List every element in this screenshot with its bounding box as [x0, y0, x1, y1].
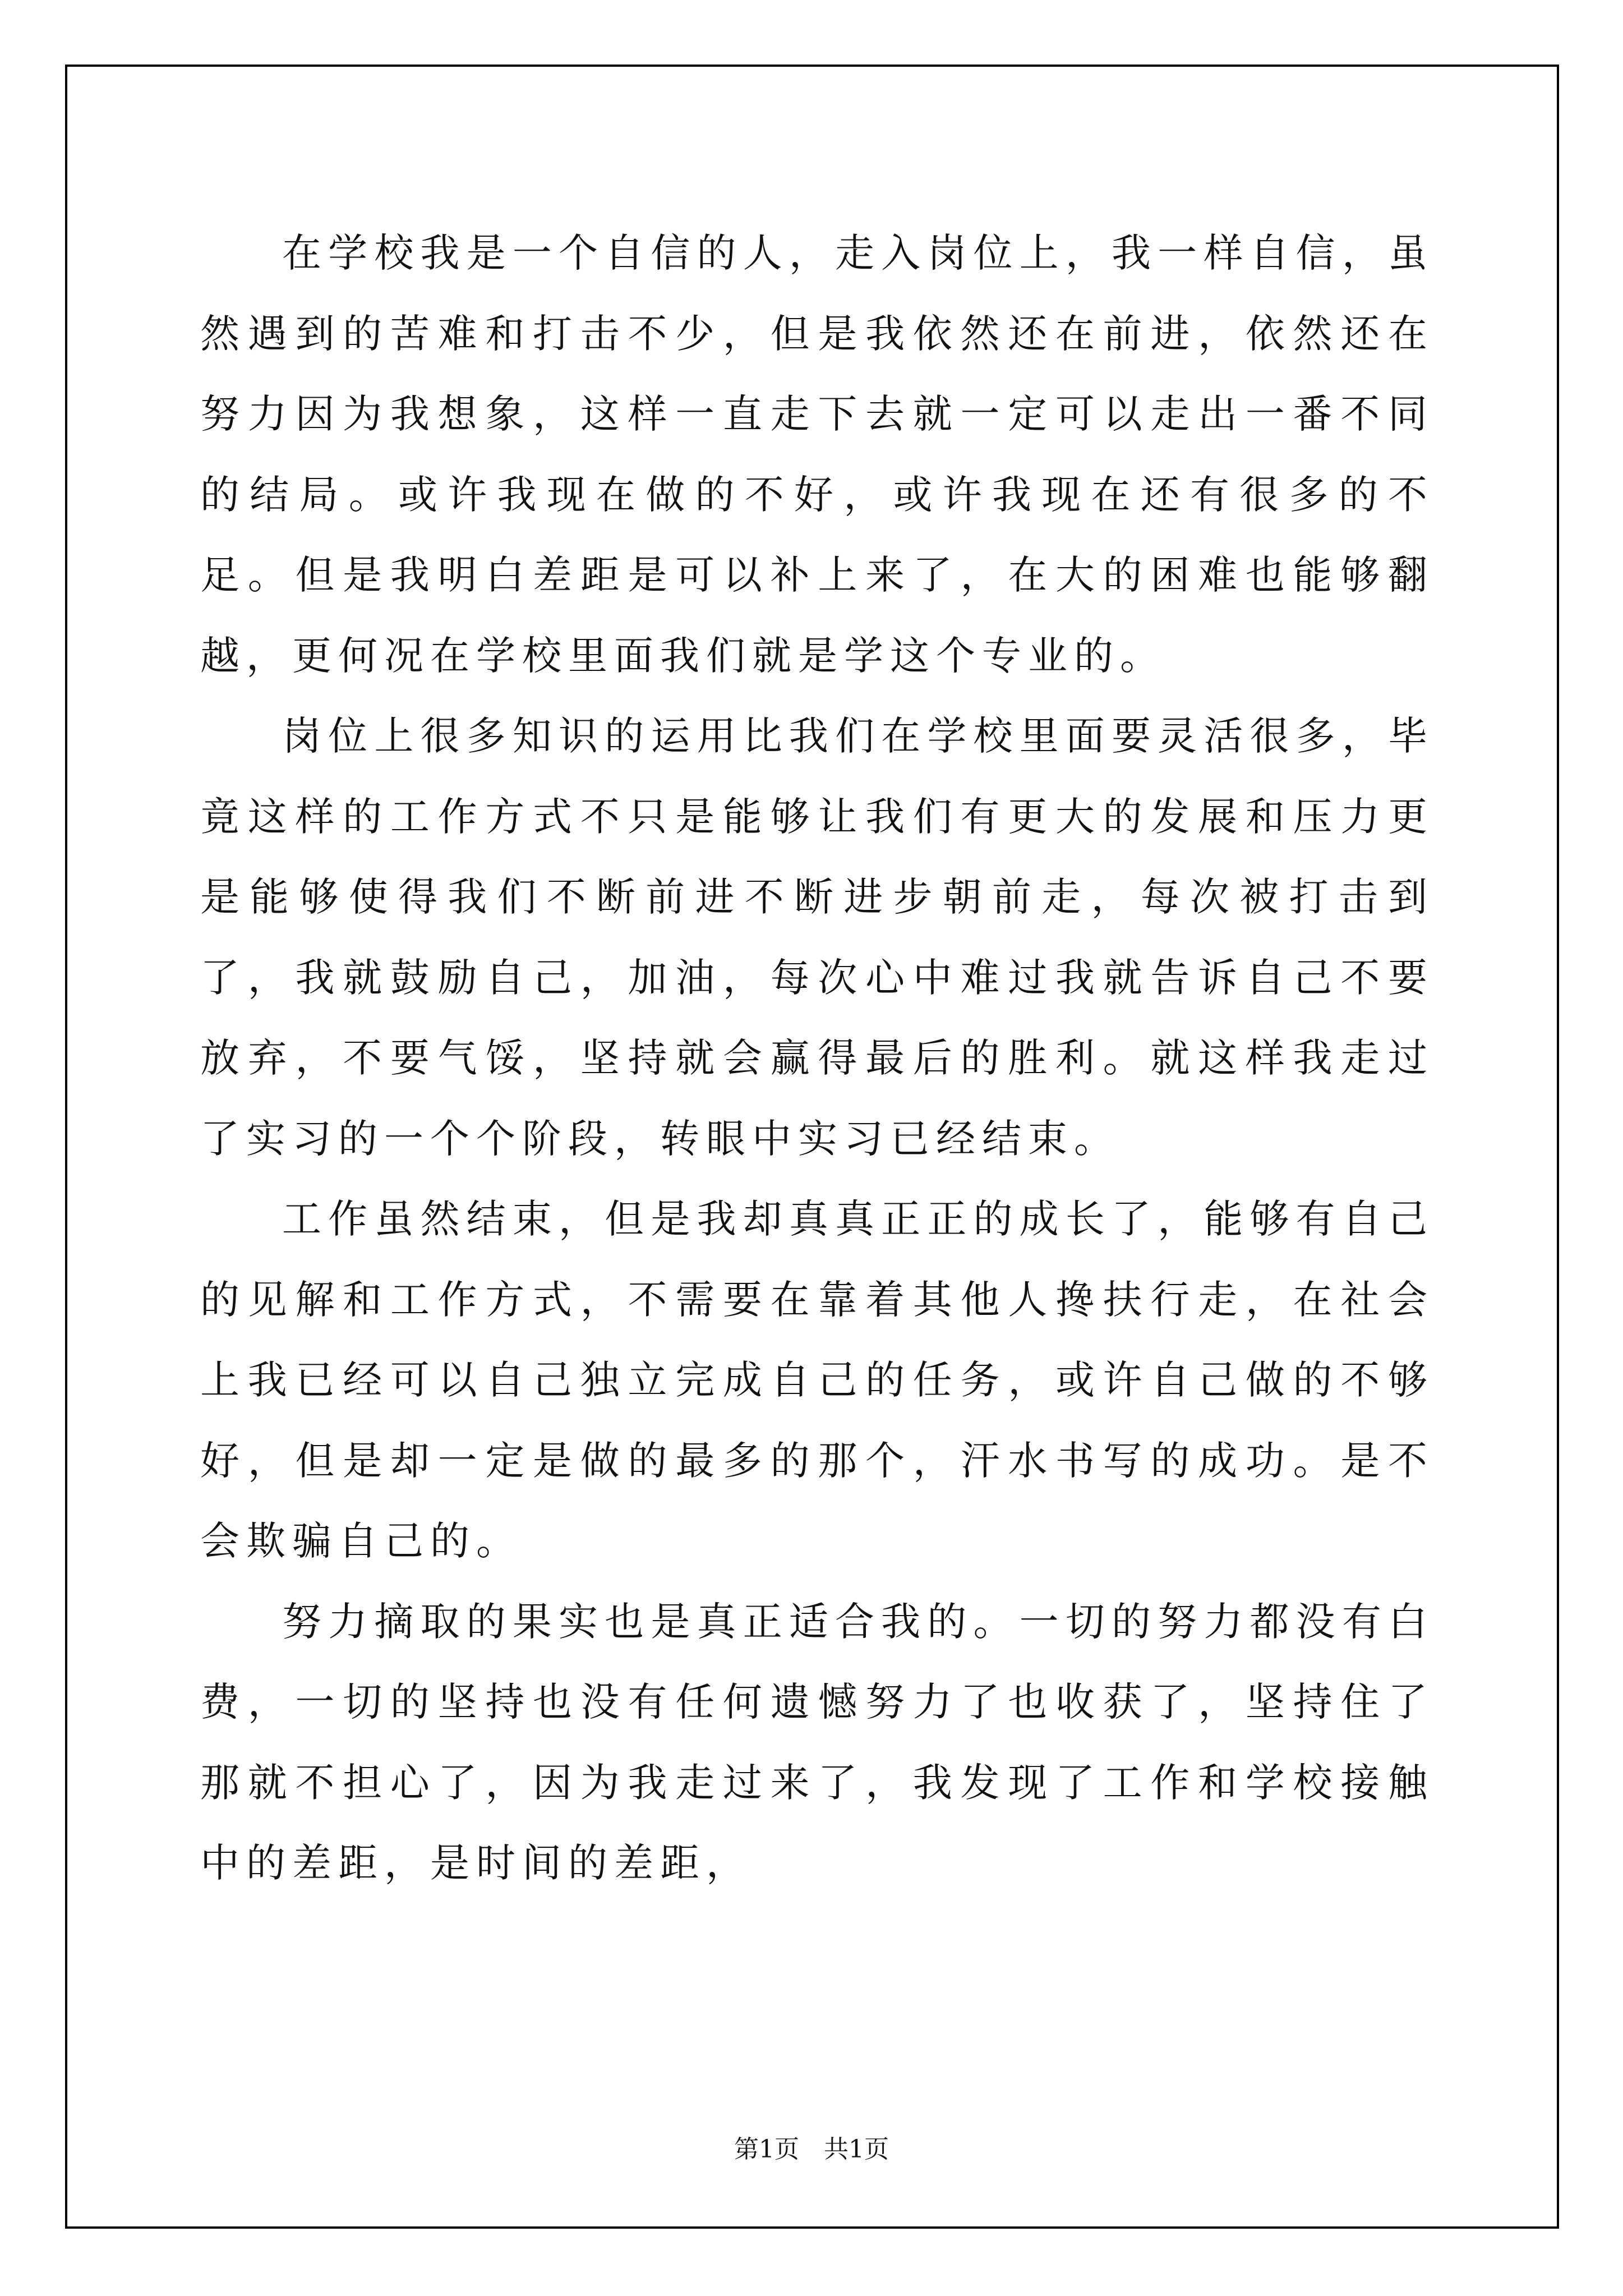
page-number-total: 共1页: [824, 2135, 889, 2164]
paragraph-2: 岗位上很多知识的运用比我们在学校里面要灵活很多，毕竟这样的工作方式不只是能够让我们有更大的发展和压力更是能够使得我们不断前进不断进步朝前走，每次被打击到了，我就鼓励自己，加油，每次心中难过我就告诉自己不要放弃，不要气馁，坚持就会赢得最后的胜利。就这样我走过了实习的一个个阶段，转眼中实习已经结束。: [200, 713, 1434, 1162]
paragraph-3: 工作虽然结束，但是我却真真正正的成长了，能够有自己的见解和工作方式，不需要在靠着其他人搀扶行走，在社会上我已经可以自己独立完成自己的任务，或许自己做的不够好，但是却一定是做的最多的那个，汗水书写的成功。是不会欺骗自己的。: [200, 1196, 1434, 1564]
page-footer: [0, 2129, 1623, 2165]
page-number-current: 第1页: [734, 2135, 799, 2164]
paragraph-4: 努力摘取的果实也是真正适合我的。一切的努力都没有白费，一切的坚持也没有任何遗憾努力了也收获了，坚持住了那就不担心了，因为我走过来了，我发现了工作和学校接触中的差距，是时间的差距，: [200, 1598, 1434, 1886]
document-body: [200, 213, 1434, 1904]
paragraph-1: 在学校我是一个自信的人，走入岗位上，我一样自信，虽然遇到的苦难和打击不少，但是我依然还在前进，依然还在努力因为我想象，这样一直走下去就一定可以走出一番不同的结局。或许我现在做的不好，或许我现在还有很多的不足。但是我明白差距是可以补上来了，在大的困难也能够翻越，更何况在学校里面我们就是学这个专业的。: [200, 230, 1434, 679]
